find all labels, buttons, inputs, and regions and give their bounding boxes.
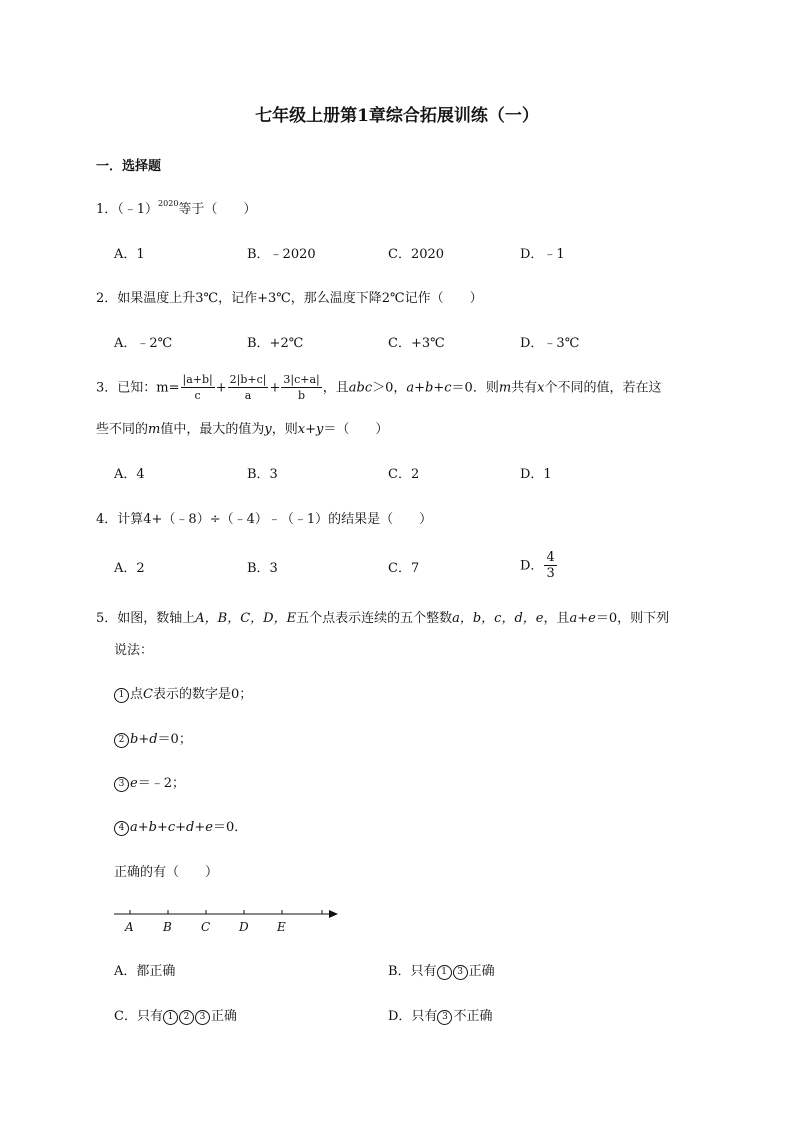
q4-option-d bbox=[520, 552, 558, 580]
q1-option-c: C．2020 bbox=[388, 247, 445, 262]
q2-option-b: B．+2℃ bbox=[247, 336, 304, 351]
circled-number-1: 1 bbox=[163, 1010, 178, 1025]
q5-c-a: C．只有 bbox=[114, 1009, 163, 1024]
axis-label-b: B bbox=[163, 920, 172, 934]
q5-b-b: 正确 bbox=[468, 964, 495, 979]
q5-option-c bbox=[114, 1010, 237, 1025]
circled-number-2: 2 bbox=[179, 1010, 194, 1025]
q3-line2-a: 些不同的 bbox=[96, 422, 149, 437]
q3-f2-denominator: a bbox=[244, 389, 252, 402]
q3-option-d: D．1 bbox=[520, 467, 552, 482]
q3-text-3: ＝0．则 bbox=[451, 380, 499, 396]
q5-s1-b: 表示的数字是0； bbox=[152, 687, 253, 702]
q4-option-b: B．3 bbox=[247, 561, 278, 576]
q5-line1-c: ，且 bbox=[543, 611, 570, 626]
axis-label-c: C bbox=[201, 920, 211, 934]
q3-f3-numerator: 3|c+a| bbox=[283, 373, 320, 386]
q1-exponent: 2020 bbox=[158, 199, 179, 208]
q3-f1-numerator: |a+b| bbox=[182, 373, 213, 386]
q5-s3-expr: e bbox=[130, 776, 138, 791]
q5-s1-a: 点 bbox=[130, 687, 144, 702]
q5-vars: a，b，c，d，e bbox=[452, 611, 544, 626]
axis-label-e: E bbox=[277, 920, 286, 934]
q3-x: x bbox=[537, 380, 545, 396]
circled-number-3: 3 bbox=[453, 965, 468, 980]
q5-line1-a: 5．如图，数轴上 bbox=[96, 611, 196, 626]
circled-number-1: 1 bbox=[437, 965, 452, 980]
section-heading: 一．选择题 bbox=[96, 159, 162, 174]
q5-points: A，B，C，D，E bbox=[195, 611, 297, 626]
question-2-stem: 2．如果温度上升3℃，记作+3℃，那么温度下降2℃记作（ ） bbox=[96, 291, 483, 306]
q3-text-1: ，且 bbox=[322, 380, 349, 396]
q1-option-a: A．1 bbox=[114, 247, 145, 262]
circled-number-2: 2 bbox=[114, 733, 129, 748]
q5-d-b: 不正确 bbox=[453, 1009, 493, 1024]
q5-ask: 正确的有（ ） bbox=[114, 865, 219, 880]
q3-text-2: ＞0， bbox=[372, 380, 407, 396]
question-3-line-2 bbox=[96, 423, 388, 436]
q3-option-c: C．2 bbox=[388, 467, 420, 482]
q5-s1-c: C bbox=[143, 687, 153, 702]
q3-m: m bbox=[498, 380, 512, 396]
q5-option-a: A．都正确 bbox=[114, 964, 176, 979]
q3-y: y bbox=[264, 422, 272, 437]
q5-s4-expr: a+b+c+d+e bbox=[130, 820, 213, 835]
q3-fraction-1 bbox=[181, 374, 215, 402]
question-4-stem: 4．计算4+（﹣8）÷（﹣4）﹣（﹣1）的结果是（ ） bbox=[96, 512, 433, 527]
q5-d-a: D．只有 bbox=[388, 1009, 438, 1024]
q5-statement-3 bbox=[114, 777, 185, 792]
q5-line1-b: 五个点表示连续的五个整数 bbox=[296, 611, 453, 626]
q3-f1-denominator: c bbox=[194, 389, 201, 402]
q1-option-b: B．﹣2020 bbox=[247, 247, 316, 262]
q3-line2-c: ，则 bbox=[271, 422, 298, 437]
q5-statement-1 bbox=[114, 688, 252, 703]
q1-option-d: D．﹣1 bbox=[520, 247, 565, 262]
q1-stem-b: 等于（ ） bbox=[178, 202, 257, 217]
q4-d-denominator: 3 bbox=[546, 566, 555, 581]
q3-fraction-3 bbox=[281, 374, 321, 402]
q2-option-c: C．+3℃ bbox=[388, 336, 445, 351]
axis-label-d: D bbox=[239, 920, 249, 934]
q5-option-b bbox=[388, 965, 495, 980]
q5-c-b: 正确 bbox=[210, 1009, 237, 1024]
q3-plus-2: + bbox=[269, 380, 281, 396]
question-5-line-1 bbox=[96, 612, 669, 625]
circled-number-3: 3 bbox=[114, 777, 129, 792]
q4-d-prefix: D． bbox=[520, 558, 544, 574]
circled-number-3: 3 bbox=[437, 1010, 452, 1025]
q3-m-2: m bbox=[148, 422, 161, 437]
q5-statement-4 bbox=[114, 821, 247, 836]
q5-s3-b: ＝﹣2； bbox=[137, 776, 185, 791]
q3-xy: x+y bbox=[297, 422, 324, 437]
document-title: 七年级上册第1章综合拓展训练（一） bbox=[255, 106, 539, 126]
q3-sum: a+b+c bbox=[406, 380, 452, 396]
circled-number-3: 3 bbox=[195, 1010, 210, 1025]
q3-abc: abc bbox=[348, 380, 373, 396]
q3-prefix: 3．已知：m= bbox=[96, 380, 180, 396]
q4-d-fraction bbox=[544, 552, 556, 580]
q3-fraction-2 bbox=[228, 374, 269, 402]
q3-text-5: 个不同的值，若在这 bbox=[544, 380, 662, 396]
q3-text-4: 共有 bbox=[511, 380, 538, 396]
q5-ae: a+e bbox=[569, 611, 596, 626]
circled-number-4: 4 bbox=[114, 821, 129, 836]
question-1-stem bbox=[96, 199, 257, 217]
q4-option-c: C．7 bbox=[388, 561, 420, 576]
circled-number-1: 1 bbox=[114, 688, 129, 703]
q3-line2-d: ＝（ ） bbox=[323, 422, 389, 437]
q5-b-a: B．只有 bbox=[388, 964, 437, 979]
q1-stem-a: 1．（﹣1） bbox=[96, 202, 159, 217]
question-3-line-1 bbox=[96, 374, 662, 402]
q3-f2-numerator: 2|b+c| bbox=[229, 373, 267, 386]
q3-line2-b: 值中，最大的值为 bbox=[160, 422, 265, 437]
q5-line1-d: ＝0，则下列 bbox=[595, 611, 670, 626]
q5-s4-b: ＝0． bbox=[212, 820, 248, 835]
q5-statement-2 bbox=[114, 733, 192, 748]
axis-label-a: A bbox=[125, 920, 134, 934]
q3-f3-denominator: b bbox=[298, 389, 306, 402]
q5-option-d bbox=[388, 1010, 492, 1025]
q4-d-numerator: 4 bbox=[546, 550, 555, 565]
q2-option-d: D．﹣3℃ bbox=[520, 336, 580, 351]
q5-s2-b: ＝0； bbox=[157, 732, 192, 747]
q5-s2-expr: b+d bbox=[130, 732, 158, 747]
q4-option-a: A．2 bbox=[114, 561, 145, 576]
q3-option-a: A．4 bbox=[114, 467, 145, 482]
q5-line-2: 说法： bbox=[114, 643, 154, 658]
q2-option-a: A．﹣2℃ bbox=[114, 336, 173, 351]
q3-option-b: B．3 bbox=[247, 467, 278, 482]
number-line-arrowhead bbox=[329, 910, 338, 918]
q3-plus-1: + bbox=[215, 380, 227, 396]
number-line-figure bbox=[110, 902, 344, 938]
